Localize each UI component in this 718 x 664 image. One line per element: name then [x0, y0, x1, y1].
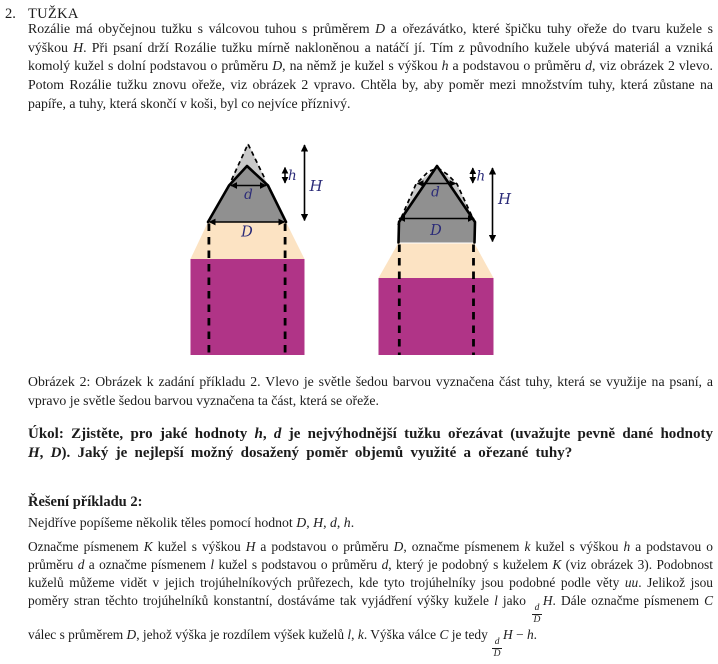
left-label-h: h: [288, 168, 297, 184]
right-pencil-wood: [379, 244, 494, 279]
left-label-D: D: [241, 224, 253, 241]
left-label-H: H: [309, 177, 323, 195]
solution-paragraph: Označme písmenem K kužel s výškou H a podstavou o průměru D, označme písmenem k kužel s výškou h a podstavou o průměru d a označme písmenem l kužel s podstavou o průměru d, který je podobný s kuželem K (viz obrázek 3). Podobnost kuželů můžeme vidět v jejich trojúhelníkových průřezech, kde tyto trojúhelníky jsou podobné podle věty uu. Jelikož jsou poměry stran těchto trojúhelníků konstantní, dostáváme tak vyjádření výšky kužele l jako $\frac{d}{D}$ H. Dále označme písmenem C válec s průměrem D, jehož výška je rozdílem výšek kuželů l, k. Výška válce C je tedy $\frac{d}{D}$ H − h.: [28, 539, 714, 659]
figure-caption: Obrázek 2: Obrázek k zadání příkladu 2. Vlevo je světle šedou barvou vyznačena část tuhy, která se využije na psaní, a vpravo je světle šedou barvou vyznačena ta část, která se ořeže.: [28, 374, 713, 408]
right-label-d: d: [431, 184, 440, 201]
left-label-d: d: [244, 187, 253, 203]
right-label-D: D: [430, 223, 442, 239]
left-pencil: [191, 143, 324, 355]
right-pencil: [379, 166, 513, 355]
figure-pencils: [180, 138, 520, 362]
inline-fraction: $\frac{d}{D}$: [493, 637, 501, 659]
inline-fraction: $\frac{d}{D}$: [533, 602, 541, 625]
problem-title: TUŽKA: [28, 6, 79, 22]
right-label-H: H: [498, 190, 512, 208]
solution-heading: Řešení příkladu 2:: [28, 494, 143, 510]
right-pencil-body: [379, 278, 494, 355]
right-label-h: h: [476, 168, 486, 185]
task-paragraph: Úkol: Zjistěte, pro jaké hodnoty h, d je nejvýhodnější tužku ořezávat (uvažujte pevně dané hodnoty H, D). Jaký je nejlepší možný dosažený poměr objemů využité a ořezané tuhy?: [28, 426, 713, 462]
problem-number: 2.: [5, 6, 16, 22]
solution-intro-line: Nejdříve popíšeme několik těles pomocí hodnot D, H, d, h.: [28, 515, 355, 530]
intro-paragraph: Rozálie má obyčejnou tužku s válcovou tuhou s průměrem D a ořezávátko, které špičku tuhy ořeže do tvaru kužele s výškou H. Při psaní drží Rozálie tužku mírně nakloněnou a natáčí jí. Tím z původního kužele ubývá materiál a vzniká komolý kužel s dolní podstavou o průměru D, na němž je kužel s výškou h a podstavou o průměru d, viz obrázek 2 vlevo. Potom Rozálie tužku znovu ořeže, viz obrázek 2 vpravo. Chtěla by, aby poměr mezi množstvím tuhy, která zůstane na papíře, a tuhy, která skončí v koši, byl co nejvíce příznivý.: [28, 21, 713, 111]
